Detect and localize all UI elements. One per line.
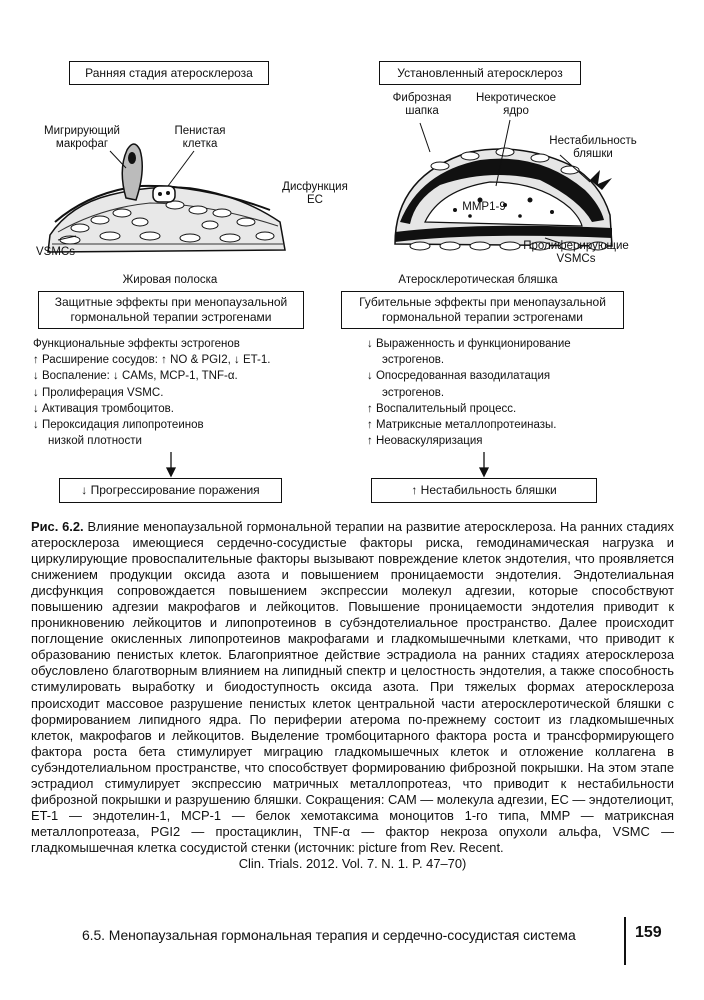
list-item: ↑ Воспалительный процесс. xyxy=(367,402,517,415)
label-migrating-macrophage: Мигрирующий макрофаг xyxy=(44,125,120,150)
right-result-text: ↑ Нестабильность бляшки xyxy=(411,483,557,497)
label-necrotic-core: Некротическое ядро xyxy=(475,92,557,117)
caption-source: Clin. Trials. 2012. Vol. 7. N. 1. P. 47–70) xyxy=(238,855,467,871)
left-result-box xyxy=(59,478,282,503)
left-stage-title: Ранняя стадия атеросклероза xyxy=(85,66,253,80)
footer-divider xyxy=(624,917,626,965)
list-item: ↓ Пероксидация липопротеинов xyxy=(33,419,204,432)
right-result-box xyxy=(371,478,597,503)
list-item: ↓ Выраженность и функционирование xyxy=(367,338,571,350)
list-item: ↓ Активация тромбоцитов. xyxy=(33,402,174,415)
label-ec-dysfunction: Дисфункция EC xyxy=(282,181,348,206)
label-vsmcs-left: VSMCs xyxy=(36,246,75,258)
label-mmp: MMP1-9 xyxy=(462,201,506,213)
label-plaque-instability: Нестабильность бляшки xyxy=(549,135,637,160)
list-item: ↓ Воспаление: ↓ CAMs, MCP-1, TNF-α. xyxy=(33,370,238,383)
fatty-streak-illustration xyxy=(48,144,285,252)
label-fatty-streak: Жировая полоска xyxy=(122,274,218,286)
list-item: эстрогенов. xyxy=(382,354,445,367)
label-proliferating-vsmcs: Пролиферирующие VSMCs xyxy=(523,240,629,265)
figure-caption xyxy=(31,519,674,872)
list-item: ↑ Матриксные металлопротеиназы. xyxy=(367,419,557,432)
list-item: ↓ Пролиферация VSMC. xyxy=(33,386,164,399)
right-effects-list xyxy=(367,336,571,449)
list-item: ↓ Опосредованная вазодилатация xyxy=(367,370,551,383)
list-item: эстрогенов. xyxy=(382,386,445,399)
flow-arrows xyxy=(167,452,488,476)
left-result-text: ↓ Прогрессирование поражения xyxy=(81,483,260,497)
running-footer: 6.5. Менопаузальная гормональная терапия и сердечно-сосудистая система xyxy=(82,927,576,943)
page-number: 159 xyxy=(635,924,662,941)
left-stage-title-box xyxy=(69,61,269,85)
label-fibrous-cap: Фиброзная шапка xyxy=(392,92,452,117)
list-item: ↑ Расширение сосудов: ↑ NO & PGI2, ↓ ET-1. xyxy=(33,354,271,367)
caption-text: Влияние менопаузальной гормональной терапии на развитие атеросклероза. На ранних стадиях атеросклероза имеющиеся сердечно-сосудистые факторы риска, гемодинамическая нагрузка и циркулирующие провоспалительные факторы вызывают повреждение клеток эндотелия, что проявляется снижением продукции оксида азота и повышением проницаемости эндотелия. Эндотелиальная дисфункция сопровождается повышением экспрессии молекул адгезии, которые способствуют повышению адгезии макрофагов и лейкоцитов. Повышение проницаемости эндотелия приводит к проникновению лейкоцитов и липопротеинов в субэндотелиальное пространство. Далее происходит поглощение окисленных липопротеинов макрофагами и гладкомышечными клетками, что приводит к образованию пенистых клеток. Благоприятное действие эстрадиола на ранних стадиях атеросклероза обусловлено благотворным влиянием на липидный спектр и целостность эндотелия, а также способность стимулировать выработку и биодоступность оксида азота. При тяжелых формах атеросклероза происходит массовое разрушение пенистых клеток центральной части атеросклеротической бляшки с формированием липидного ядра. По периферии атерома по-прежнему состоит из гладкомышечных клеток, макрофагов и лейкоцитов. Выделение тромбоцитарного фактора роста и трансформирующего фактора роста бета стимулирует миграцию гладкомышечных клеток и отложение коллагена в субэндотелиальном пространстве, что способствует формированию фиброзной покрышки. На этом этапе эстрадиол стимулирует экспрессию матричных металлопротеаз, что приводит к нестабильности фиброзной покрышки и разрушению бляшки. Сокращения: CAM — молекула адгезии, EC — эндотелиоцит, ET-1 — эндотелин-1, MCP-1 — белок хемотаксима моноцитов 1-го типа, MMP — матриксная металлопротеаза, PGI2 — простациклин, TNF-α — фактор некроза опухоли альфа, VSMC — гладкомышечная клетка сосудистой стенки (источник: picture from Rev. Recent. xyxy=(31,519,674,855)
list-item: низкой плотности xyxy=(48,435,142,448)
list-item: ↑ Неоваскуляризация xyxy=(367,435,483,448)
left-effects-list xyxy=(33,336,270,449)
right-effects-box: Губительные эффекты при менопаузальной гормональной терапии эстрогенами xyxy=(341,291,624,329)
list-item: Функциональные эффекты эстрогенов xyxy=(33,338,240,350)
label-foam-cell: Пенистая клетка xyxy=(174,125,226,150)
right-stage-title-box xyxy=(379,61,581,85)
caption-label: Рис. 6.2. xyxy=(31,519,84,534)
left-effects-box: Защитные эффекты при менопаузальной гормональной терапии эстрогенами xyxy=(38,291,304,329)
label-atherosclerotic-plaque: Атеросклеротическая бляшка xyxy=(398,274,558,286)
right-stage-title: Установленный атеросклероз xyxy=(397,66,563,80)
